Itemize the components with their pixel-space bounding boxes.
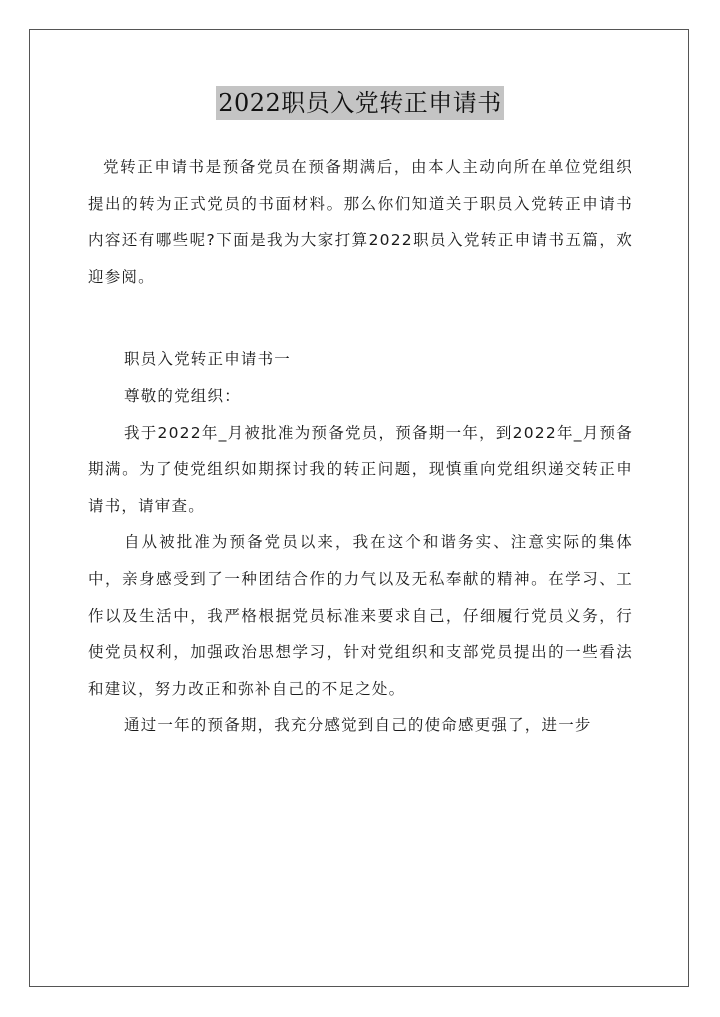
intro-paragraph: 党转正申请书是预备党员在预备期满后，由本人主动向所在单位党组织提出的转为正式党员的书面材料。那么你们知道关于职员入党转正申请书内容还有哪些呢?下面是我为大家打算2022职员入党转正申请书五篇，欢迎参阅。	[88, 158, 633, 286]
title-container	[0, 86, 720, 120]
body-paragraph: 我于2022年_月被批准为预备党员，预备期一年，到2022年_月预备期满。为了使党组织如期探讨我的转正问题，现慎重向党组织递交转正申请书，请审查。	[88, 423, 633, 515]
document-title: 2022职员入党转正申请书	[216, 86, 504, 120]
paragraph-gap	[88, 295, 633, 341]
section-heading: 职员入党转正申请书一	[124, 350, 292, 369]
document-body	[88, 149, 633, 744]
salutation: 尊敬的党组织：	[124, 386, 241, 405]
body-paragraph: 通过一年的预备期，我充分感觉到自己的使命感更强了，进一步	[124, 716, 592, 735]
body-paragraph: 自从被批准为预备党员以来，我在这个和谐务实、注意实际的集体中，亲身感受到了一种团结合作的力气以及无私奉献的精神。在学习、工作以及生活中，我严格根据党员标准来要求自己，仔细履行党员义务，行使党员权利，加强政治思想学习，针对党组织和支部党员提出的一些看法和建议，努力改正和弥补自己的不足之处。	[88, 533, 633, 698]
